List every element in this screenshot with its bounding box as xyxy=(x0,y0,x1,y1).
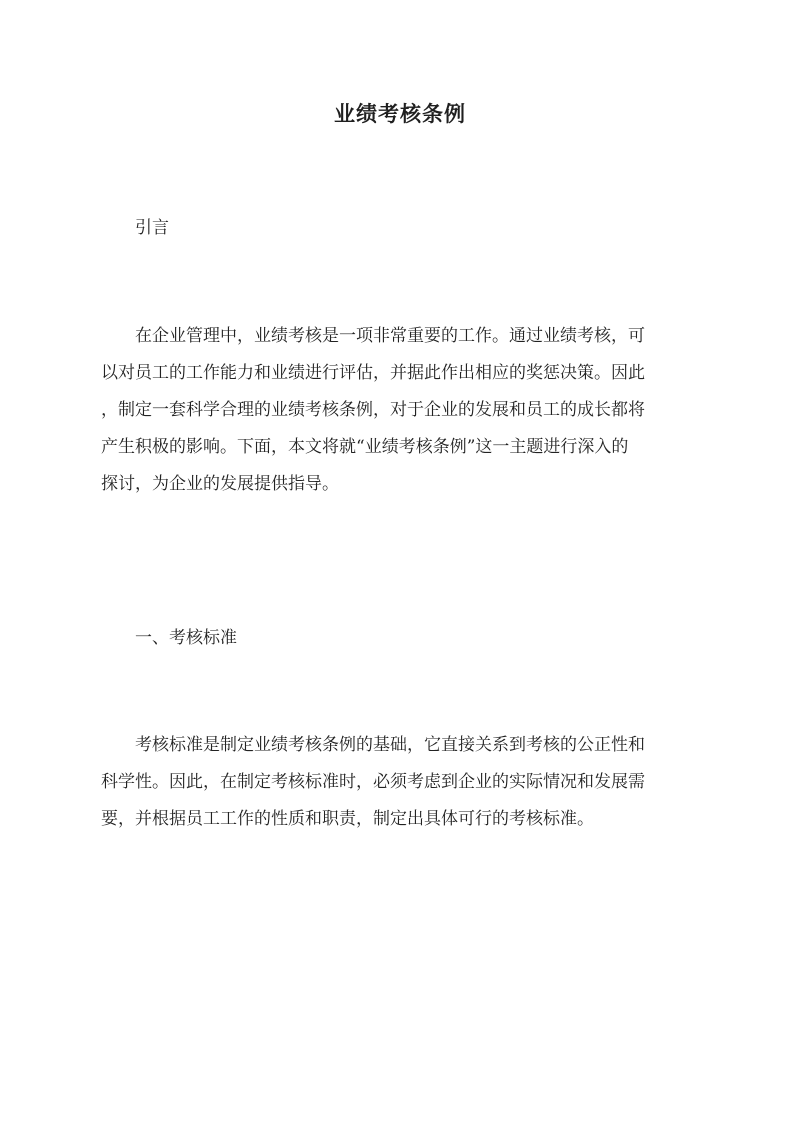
section-heading-intro xyxy=(101,210,701,247)
paragraph-intro xyxy=(101,318,701,503)
paragraph-line: 要，并根据员工工作的性质和职责，制定出具体可行的考核标准。 xyxy=(101,809,594,829)
document-title: 业绩考核条例 xyxy=(334,101,466,126)
paragraph-line: 在企业管理中，业绩考核是一项非常重要的工作。通过业绩考核，可 xyxy=(135,326,645,346)
paragraph-line: 探讨，为企业的发展提供指导。 xyxy=(101,474,339,494)
paragraph-line: 考核标准是制定业绩考核条例的基础，它直接关系到考核的公正性和 xyxy=(135,735,645,755)
paragraph-line: ，制定一套科学合理的业绩考核条例，对于企业的发展和员工的成长都将 xyxy=(101,400,645,420)
paragraph-line: 科学性。因此，在制定考核标准时，必须考虑到企业的实际情况和发展需 xyxy=(101,772,645,792)
section-heading-text: 一、考核标准 xyxy=(135,628,237,648)
section-heading-standards xyxy=(101,620,701,657)
section-heading-text: 引言 xyxy=(135,218,169,238)
paragraph-standards xyxy=(101,727,701,838)
paragraph-line: 以对员工的工作能力和业绩进行评估，并据此作出相应的奖惩决策。因此 xyxy=(101,363,645,383)
paragraph-line: 产生积极的影响。下面，本文将就“业绩考核条例”这一主题进行深入的 xyxy=(101,437,629,457)
